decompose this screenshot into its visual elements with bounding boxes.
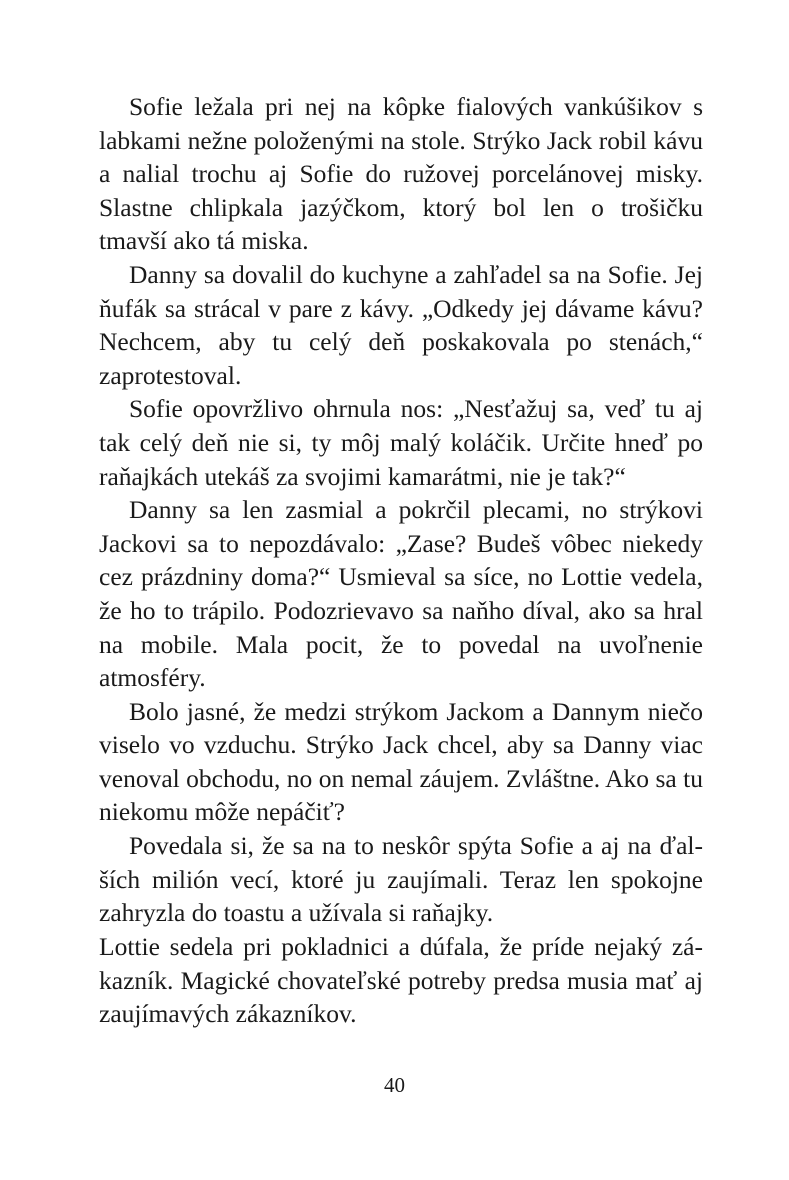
- section-one: [99, 90, 703, 930]
- paragraph: Bolo jasné, že medzi strýkom Jackom a Dannym niečo viselo vo vzduchu. Strýko Jack chcel, aby sa Danny viac venoval obchodu, no on nemal záujem. Zvláštne. Ako sa tu niekomu môže nepáčiť?: [99, 696, 703, 827]
- paragraph: Sofie opovržlivo ohrnula nos: „Nesťažuj sa, veď tu aj tak celý deň nie si, ty môj malý koláčik. Určite hneď po raňajkách utekáš za svojimi kamarátmi, nie je tak?“: [99, 394, 703, 491]
- page-number: 40: [384, 1073, 405, 1097]
- paragraph: Povedala si, že sa na to neskôr spýta Sofie a aj na ďalších milión vecí, ktoré ju zaujímali. Teraz len spokojne zahryzla do toastu a užívala si raňajky.: [99, 831, 703, 928]
- paragraph: Danny sa len zasmial a pokrčil plecami, no strýkovi Jackovi sa to nepozdávalo: „Zase? Budeš vôbec niekedy cez prázdniny doma?“ Usmieval sa síce, no Lottie vedela, že ho to trápilo. Podozrievavo sa naňho díval, ako sa hral na mobile. Mala pocit, že to povedal na uvoľnenie atmosféry.: [99, 495, 703, 693]
- paragraph: Danny sa dovalil do kuchyne a zahľadel sa na Sofie. Jej ňufák sa strácal v pare z kávy. „Odkedy jej dávame kávu? Nechcem, aby tu celý deň poskakovala po stenách,“ zaprotestoval.: [99, 259, 703, 390]
- section-two: [99, 930, 703, 1031]
- paragraph: Lottie sedela pri pokladnici a dúfala, že príde nejaký zákazník. Magické chovateľské potreby predsa musia mať aj zaujímavých zákazníkov.: [99, 932, 703, 1029]
- paragraph: Sofie ležala pri nej na kôpke fialových vankúšikov s labkami nežne položenými na stole. Strýko Jack robil kávu a nalial trochu aj Sofie do ružovej porcelánovej misky. Slastne chlipkala jazýčkom, ktorý bol len o trošičku tmavší ako tá miska.: [99, 92, 703, 256]
